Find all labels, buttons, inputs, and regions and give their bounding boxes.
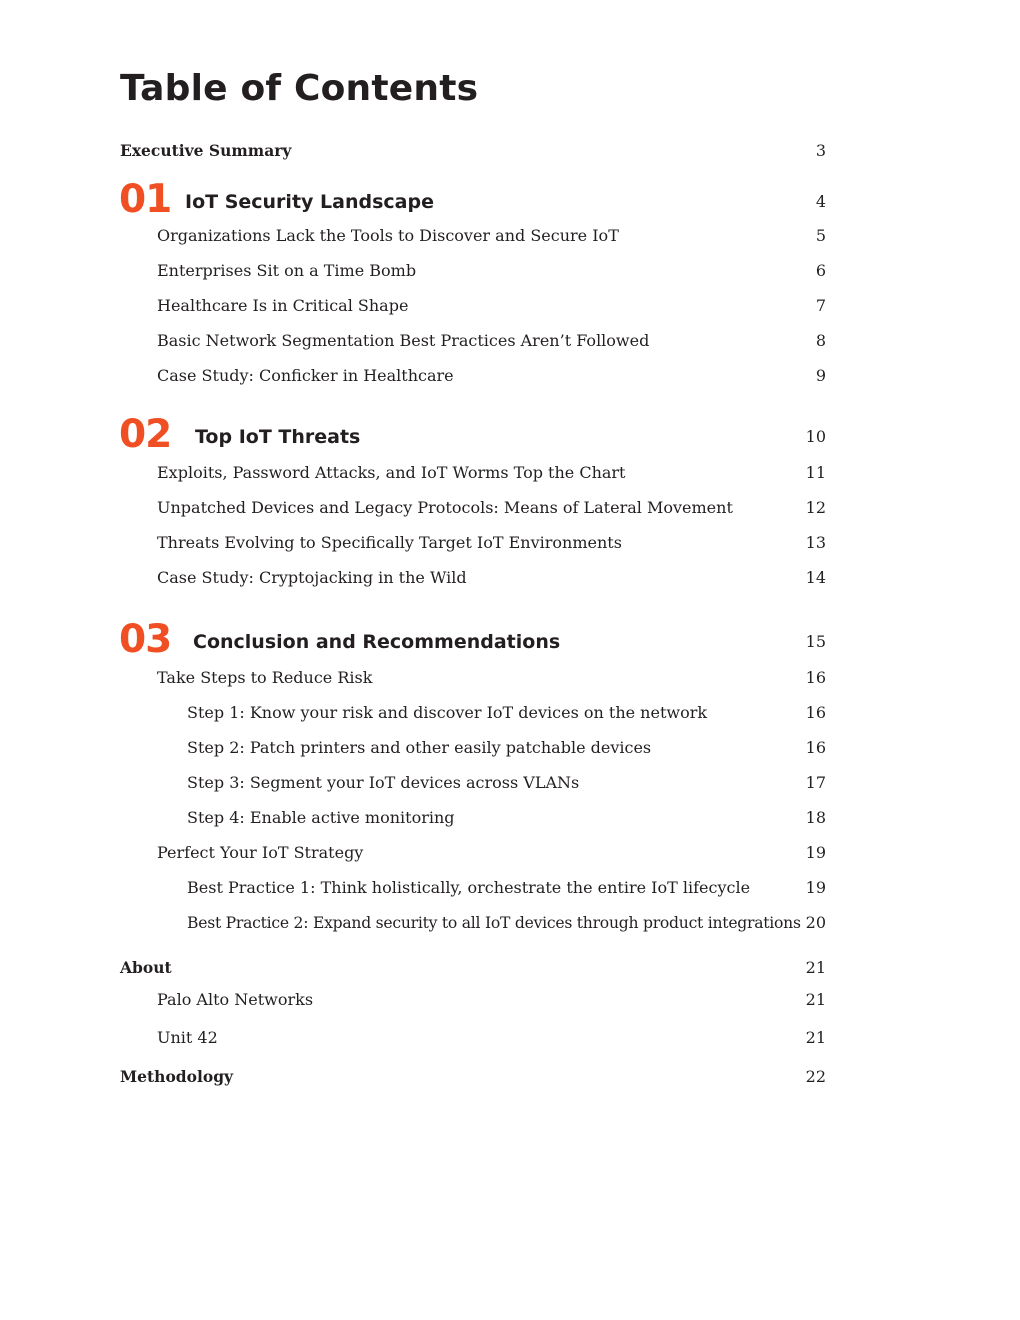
section-number: 03 (119, 617, 172, 662)
toc-section-01[interactable] (0, 178, 1020, 226)
toc-entry-label: Methodology (120, 1067, 234, 1086)
toc-page-number: 19 (805, 843, 826, 862)
toc-page-number: 15 (805, 632, 826, 651)
toc-page-number: 22 (805, 1067, 826, 1086)
toc-entry[interactable] (0, 563, 1020, 593)
toc-entry-label: Case Study: Cryptojacking in the Wild (157, 568, 467, 587)
toc-entry[interactable] (0, 985, 1020, 1015)
toc-entry[interactable] (0, 361, 1020, 391)
toc-entry[interactable] (0, 493, 1020, 523)
toc-page-number: 6 (815, 261, 826, 280)
toc-section-02[interactable] (0, 413, 1020, 461)
section-title: Conclusion and Recommendations (193, 631, 561, 653)
toc-entry-label: Healthcare Is in Critical Shape (157, 296, 409, 315)
toc-page-number: 5 (815, 226, 826, 245)
toc-entry-label: Take Steps to Reduce Risk (157, 668, 373, 687)
toc-entry[interactable] (0, 528, 1020, 558)
toc-entry-label: Case Study: Conficker in Healthcare (157, 366, 454, 385)
toc-page-number: 8 (815, 331, 826, 350)
toc-page-number: 9 (815, 366, 826, 385)
toc-page-number: 21 (805, 958, 826, 977)
toc-entry[interactable] (0, 458, 1020, 488)
section-title: IoT Security Landscape (185, 191, 434, 213)
toc-entry[interactable] (0, 838, 1020, 868)
toc-page-number: 7 (815, 296, 826, 315)
toc-entry-label: Step 2: Patch printers and other easily patchable devices (187, 738, 652, 757)
toc-page-number: 21 (805, 1028, 826, 1047)
section-title: Top IoT Threats (195, 426, 361, 448)
toc-page-number: 10 (805, 427, 826, 446)
page-title: Table of Contents (120, 68, 479, 109)
section-number: 01 (119, 177, 172, 222)
toc-entry-about[interactable] (0, 953, 1020, 983)
toc-entry[interactable] (0, 663, 1020, 693)
section-number: 02 (119, 412, 172, 457)
toc-page-number: 18 (805, 808, 826, 827)
toc-entry-label: Basic Network Segmentation Best Practices Aren’t Followed (157, 331, 650, 350)
toc-entry-label: Step 1: Know your risk and discover IoT devices on the network (187, 703, 708, 722)
toc-page-number: 20 (805, 913, 826, 932)
toc-entry[interactable] (0, 326, 1020, 356)
toc-subentry[interactable] (0, 698, 1020, 728)
toc-page-number: 16 (805, 668, 826, 687)
toc-page-number: 4 (815, 192, 826, 211)
toc-page-number: 17 (805, 773, 826, 792)
toc-entry-label: About (120, 958, 172, 977)
toc-subentry[interactable] (0, 908, 1020, 938)
toc-subentry[interactable] (0, 733, 1020, 763)
toc-entry-executive-summary[interactable] (0, 136, 1020, 166)
toc-page-number: 16 (805, 703, 826, 722)
toc-page-number: 3 (815, 141, 826, 160)
toc-entry-label: Step 3: Segment your IoT devices across VLANs (187, 773, 580, 792)
toc-page-number: 12 (805, 498, 826, 517)
toc-entry-label: Palo Alto Networks (157, 990, 314, 1009)
toc-entry-label: Perfect Your IoT Strategy (157, 843, 364, 862)
toc-section-03[interactable] (0, 618, 1020, 666)
toc-page-number: 19 (805, 878, 826, 897)
toc-entry-label: Enterprises Sit on a Time Bomb (157, 261, 417, 280)
toc-entry-label: Step 4: Enable active monitoring (187, 808, 455, 827)
toc-entry[interactable] (0, 256, 1020, 286)
toc-subentry[interactable] (0, 768, 1020, 798)
toc-entry[interactable] (0, 1023, 1020, 1053)
toc-page-number: 16 (805, 738, 826, 757)
toc-entry[interactable] (0, 221, 1020, 251)
toc-page-number: 11 (805, 463, 826, 482)
toc-entry-label: Threats Evolving to Specifically Target IoT Environments (157, 533, 622, 552)
toc-page-number: 13 (805, 533, 826, 552)
toc-entry-label: Executive Summary (120, 141, 292, 160)
toc-entry-methodology[interactable] (0, 1062, 1020, 1092)
toc-entry-label: Exploits, Password Attacks, and IoT Worms Top the Chart (157, 463, 626, 482)
toc-entry-label: Best Practice 1: Think holistically, orchestrate the entire IoT lifecycle (187, 878, 751, 897)
toc-entry-label: Unpatched Devices and Legacy Protocols: Means of Lateral Movement (157, 498, 733, 517)
toc-page-number: 14 (805, 568, 826, 587)
toc-entry-label: Best Practice 2: Expand security to all IoT devices through product integrations (187, 914, 801, 932)
toc-subentry[interactable] (0, 803, 1020, 833)
toc-subentry[interactable] (0, 873, 1020, 903)
toc-entry[interactable] (0, 291, 1020, 321)
toc-page-number: 21 (805, 990, 826, 1009)
toc-entry-label: Organizations Lack the Tools to Discover and Secure IoT (157, 226, 619, 245)
toc-entry-label: Unit 42 (157, 1028, 218, 1047)
